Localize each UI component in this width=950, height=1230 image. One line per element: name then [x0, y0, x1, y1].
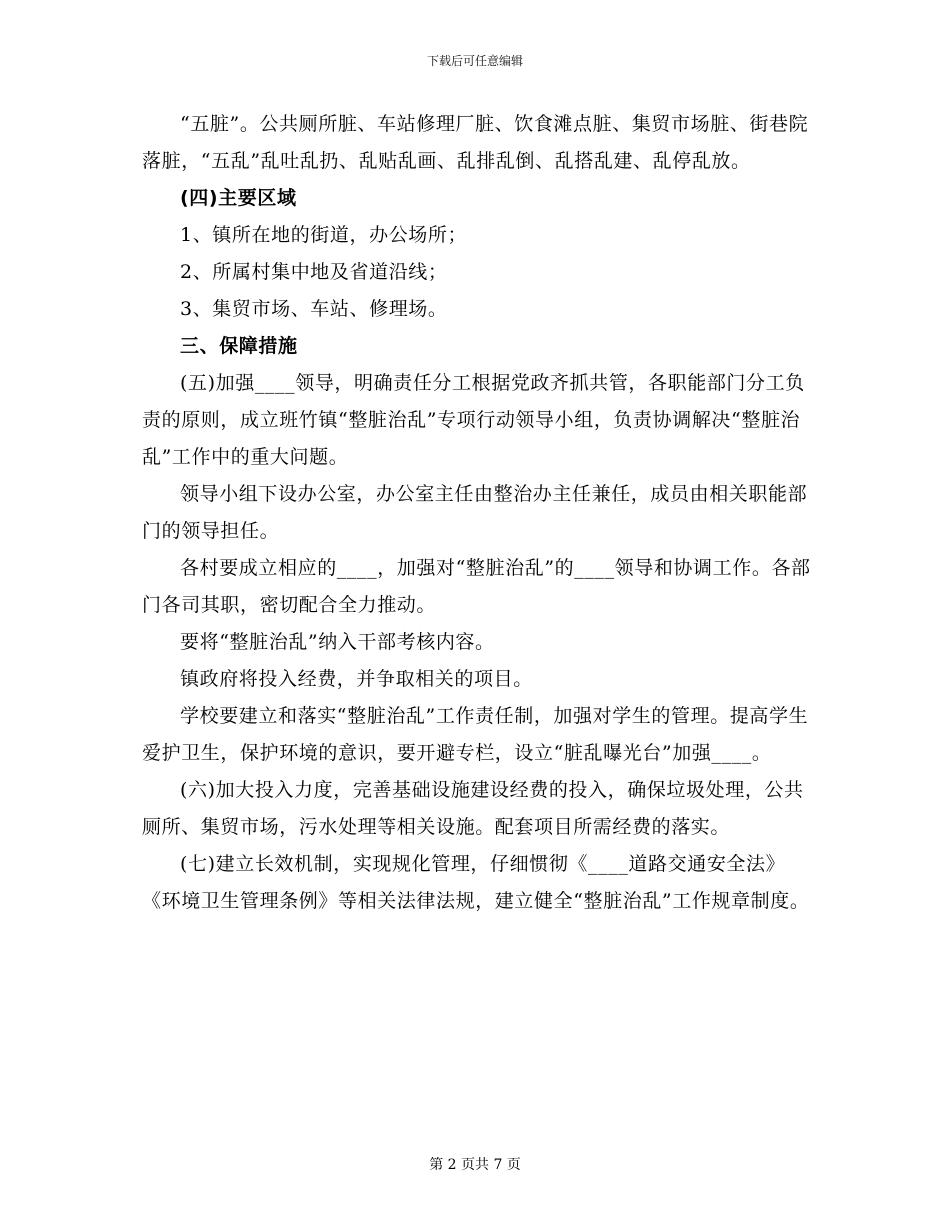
list-item-area-1: 1、镇所在地的街道，办公场所； [180, 224, 468, 246]
page-header: 下载后可任意编辑 [426, 54, 523, 68]
page-footer: 第 2 页共 7 页 [429, 1157, 521, 1173]
list-item-area-3: 3、集贸市场、车站、修理场。 [180, 298, 448, 320]
section-heading-main-areas: (四)主要区域 [180, 187, 297, 209]
paragraph-strengthen-leadership: (五)加强____领导，明确责任分工根据党政齐抓共管，各职能部门分工负责的原则，成立班竹镇“整脏治乱”专项行动领导小组，负责协调解决“整脏治乱”工作中的重大问题。 [142, 372, 805, 468]
section-heading-safeguards: 三、保障措施 [180, 335, 298, 357]
paragraph-cadre-assessment: 要将“整脏治乱”纳入干部考核内容。 [180, 631, 495, 653]
paragraph-five-dirty: “五脏”。公共厕所脏、车站修理厂脏、饮食滩点脏、集贸市场脏、街巷院落脏，“五乱”乱吐乱扔、乱贴乱画、乱排乱倒、乱搭乱建、乱停乱放。 [142, 113, 809, 172]
document-body [142, 106, 814, 920]
paragraph-long-term-mechanism: (七)建立长效机制，实现规化管理，仔细惯彻《____道路交通安全法》《环境卫生管理条例》等相关法律法规，建立健全“整脏治乱”工作规章制度。 [142, 853, 810, 912]
paragraph-village-organization: 各村要成立相应的____，加强对“整脏治乱”的____领导和协调工作。各部门各司其职，密切配合全力推动。 [142, 557, 811, 616]
paragraph-investment: (六)加大投入力度，完善基础设施建设经费的投入，确保垃圾处理，公共厕所、集贸市场，污水处理等相关设施。配套项目所需经费的落实。 [142, 779, 804, 838]
paragraph-school-responsibility: 学校要建立和落实“整脏治乱”工作责任制，加强对学生的管理。提高学生爱护卫生，保护环境的意识，要开避专栏，设立“脏乱曝光台”加强____。 [142, 705, 809, 764]
paragraph-government-funding: 镇政府将投入经费，并争取相关的项目。 [180, 668, 533, 690]
list-item-area-2: 2、所属村集中地及省道沿线； [180, 261, 448, 283]
paragraph-office-setup: 领导小组下设办公室，办公室主任由整治办主任兼任，成员由相关职能部门的领导担任。 [142, 483, 808, 542]
